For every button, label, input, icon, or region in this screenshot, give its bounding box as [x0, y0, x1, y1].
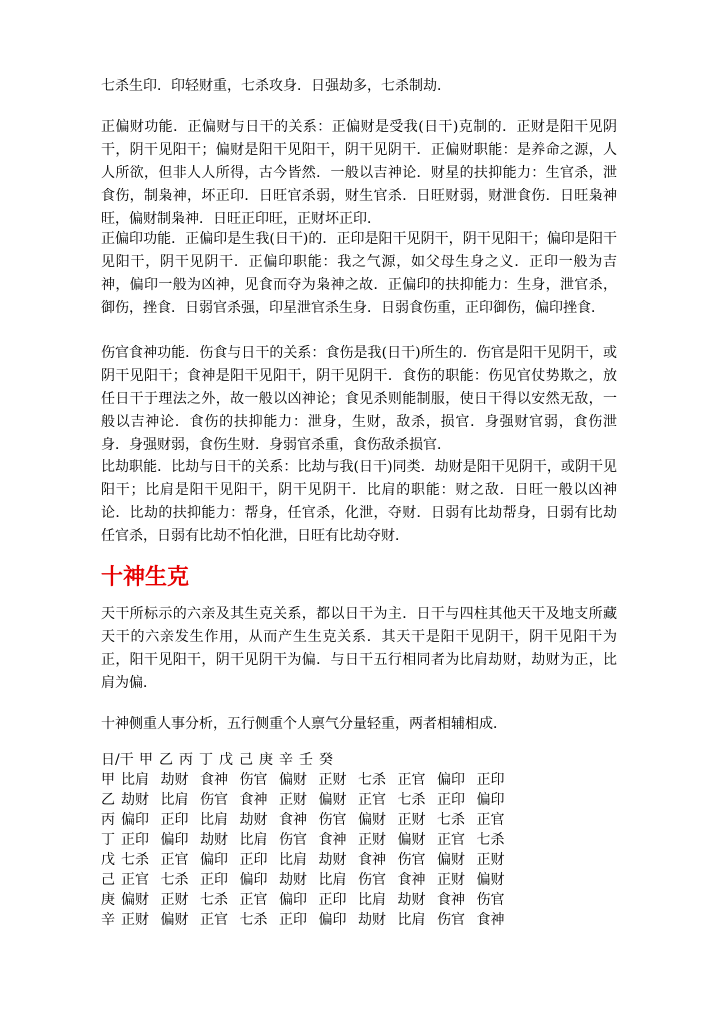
table-cell: 正印 — [476, 772, 505, 788]
table-cell: 食神 — [200, 772, 228, 788]
row-stem-cell: 乙 — [101, 792, 115, 808]
header-cell: 庚 — [259, 752, 273, 768]
paragraph-shishen-ceshong: 十神侧重人事分析，五行侧重个人禀气分量轻重，两者相辅相成． — [101, 716, 507, 732]
table-cell: 伤官 — [358, 872, 386, 888]
table-cell: 食神 — [358, 852, 386, 868]
table-cell: 正财 — [397, 812, 426, 828]
table-cell: 七杀 — [200, 892, 228, 908]
paragraph-zhengpiancai: 正偏财功能．正偏财与日干的关系：正偏财是受我(日干)克制的．正财是阳干见阴干，阴干见阳干；偏财是阳干见阳干，阴干见阴干．正偏财职能：是养命之源，人人所欲，但非人人所得，古今皆然．一般以吉神论．财星的扶抑能力：生官杀，泄食伤，制枭神，坏正印．日旺官杀弱，财生官杀．日旺财弱，财泄食伤．日旺枭神旺，偏财制枭神．日旺正印旺，正财坏正印． — [101, 119, 617, 227]
paragraph-bijie: 比劫职能．比劫与日干的关系：比劫与我(日干)同类．劫财是阳干见阴干，或阴干见阳干；比肩是阳干见阳干，阴干见阴干．比肩的职能：财之敌．日旺一般以凶神论．比劫的扶抑能力：帮身，任官杀，化泄，夺财．日弱有比劫帮身，日弱有比劫任官杀，日弱有比劫不怕化泄，日旺有比劫夺财． — [101, 459, 617, 544]
table-row — [101, 910, 516, 930]
table-cell: 劫财 — [397, 892, 426, 908]
table-row — [101, 770, 516, 790]
table-cell: 比肩 — [318, 872, 347, 888]
table-cell: 正印 — [279, 912, 307, 928]
paragraph-liuqin: 天干所标示的六亲及其生克关系，都以日干为主．日干与四柱其他天干及地支所藏天干的六亲发生作用，从而产生生克关系．其天干是阳干见阴干，阴干见阳干为正，阳干见阳干，阴干见阴干为偏．与日干五行相同者为比肩劫财，劫财为正，比肩为偏． — [101, 606, 617, 691]
table-cell: 正官 — [437, 832, 465, 848]
table-row — [101, 890, 516, 910]
table-cell: 正印 — [121, 832, 149, 848]
row-stem-cell: 丙 — [101, 812, 115, 828]
table-cell: 比肩 — [160, 792, 189, 808]
header-cell: 乙 — [159, 752, 173, 768]
table-cell: 正财 — [279, 792, 307, 808]
table-cell: 伤官 — [437, 912, 465, 928]
row-stem-cell: 庚 — [101, 892, 115, 908]
table-cell: 正官 — [476, 812, 505, 828]
table-cell: 正印 — [239, 852, 268, 868]
row-stem-cell: 丁 — [101, 832, 115, 848]
table-cell: 七杀 — [121, 852, 149, 868]
table-cell: 偏财 — [476, 872, 505, 888]
table-cell: 食神 — [239, 792, 268, 808]
table-cell: 正印 — [437, 792, 465, 808]
table-cell: 伤官 — [318, 812, 347, 828]
table-cell: 劫财 — [318, 852, 347, 868]
table-cell: 正官 — [358, 792, 386, 808]
table-row — [101, 870, 516, 890]
row-stem-cell: 戊 — [101, 852, 115, 868]
section-heading: 十神生克 — [101, 565, 190, 590]
table-cell: 伤官 — [239, 772, 268, 788]
table-cell: 七杀 — [437, 812, 465, 828]
paragraph-shangguan-shishen: 伤官食神功能．伤食与日干的关系：食伤是我(日干)所生的．伤官是阳干见阴干，或阴干见阳干；食神是阳干见阳干，阴干见阴干．食伤的职能：伤见官仗势欺之，放任日干于理法之外，故一般以凶神论；食见杀则能制服，使日干得以安然无敌，一般以吉神论．食伤的扶抑能力：泄身，生财，敌杀，损官．身强财官弱，食伤泄身．身强财弱，食伤生财．身弱官杀重，食伤敌杀损官． — [101, 345, 617, 453]
table-row — [101, 850, 516, 870]
table-cell: 食神 — [279, 812, 307, 828]
table-cell: 正官 — [200, 912, 228, 928]
row-stem-cell: 辛 — [101, 912, 115, 928]
table-cell: 正财 — [437, 872, 465, 888]
table-cell: 比肩 — [200, 812, 228, 828]
table-cell: 劫财 — [121, 792, 149, 808]
table-cell: 伤官 — [476, 892, 505, 908]
table-row — [101, 810, 516, 830]
table-cell: 伤官 — [279, 832, 307, 848]
table-cell: 正官 — [239, 892, 268, 908]
table-cell: 七杀 — [476, 832, 505, 848]
table-cell: 食神 — [476, 912, 505, 928]
table-cell: 比肩 — [397, 912, 426, 928]
table-cell: 比肩 — [239, 832, 268, 848]
table-cell: 偏印 — [121, 812, 149, 828]
table-cell: 伤官 — [200, 792, 228, 808]
table-cell: 正官 — [121, 872, 149, 888]
header-cell: 丙 — [179, 752, 193, 768]
table-header-row — [101, 750, 516, 770]
table-cell: 偏印 — [318, 912, 347, 928]
header-cell: 壬 — [299, 752, 313, 768]
table-cell: 食神 — [437, 892, 465, 908]
table-cell: 偏印 — [476, 792, 505, 808]
table-cell: 正印 — [160, 812, 189, 828]
table-cell: 偏印 — [160, 832, 189, 848]
table-cell: 正官 — [160, 852, 189, 868]
paragraph-zhengpianyin: 正偏印功能．正偏印是生我(日干)的．正印是阳干见阴干，阴干见阳干；偏印是阳干见阳干，阴干见阴干．正偏印职能：我之气源，如父母生身之义．正印一般为吉神，偏印一般为凶神，见食而夺为枭神之故．正偏印的扶抑能力：生身，泄官杀，御伤，挫食．日弱官杀强，印星泄官杀生身．日弱食伤重，正印御伤，偏印挫食． — [101, 231, 617, 316]
row-stem-cell: 己 — [101, 872, 115, 888]
table-cell: 七杀 — [397, 792, 426, 808]
row-stem-cell: 甲 — [101, 772, 115, 788]
table-cell: 劫财 — [200, 832, 228, 848]
table-cell: 偏印 — [200, 852, 228, 868]
table-cell: 伤官 — [397, 852, 426, 868]
table-row — [101, 830, 516, 850]
table-cell: 偏财 — [318, 792, 347, 808]
table-cell: 偏财 — [121, 892, 149, 908]
table-cell: 正财 — [160, 892, 189, 908]
table-cell: 偏财 — [160, 912, 189, 928]
table-row — [101, 790, 516, 810]
table-cell: 偏财 — [358, 812, 386, 828]
table-cell: 食神 — [397, 872, 426, 888]
header-cell: 日/干 — [101, 752, 134, 768]
table-cell: 正财 — [121, 912, 149, 928]
table-cell: 正财 — [358, 832, 386, 848]
table-body — [101, 770, 516, 930]
table-cell: 比肩 — [358, 892, 386, 908]
table-cell: 偏财 — [437, 852, 465, 868]
header-cell: 甲 — [139, 752, 153, 768]
table-cell: 偏印 — [239, 872, 268, 888]
table-cell: 七杀 — [358, 772, 386, 788]
paragraph-qisha-shengyin: 七杀生印．印轻财重，七杀攻身．日强劫多，七杀制劫． — [101, 78, 451, 94]
table-cell: 偏财 — [397, 832, 426, 848]
ten-gods-table — [101, 750, 516, 930]
table-cell: 比肩 — [121, 772, 149, 788]
table-cell: 劫财 — [358, 912, 386, 928]
header-cell: 己 — [239, 752, 253, 768]
table-cell: 劫财 — [279, 872, 307, 888]
table-cell: 偏印 — [437, 772, 465, 788]
table-cell: 偏财 — [279, 772, 307, 788]
table-cell: 食神 — [318, 832, 347, 848]
table-cell: 七杀 — [160, 872, 189, 888]
table-cell: 劫财 — [239, 812, 268, 828]
table-cell: 劫财 — [160, 772, 189, 788]
table-cell: 七杀 — [239, 912, 268, 928]
table-cell: 正财 — [476, 852, 505, 868]
table-cell: 比肩 — [279, 852, 307, 868]
header-cell: 癸 — [319, 752, 333, 768]
header-cell: 丁 — [199, 752, 213, 768]
table-cell: 正印 — [318, 892, 347, 908]
table-cell: 正财 — [318, 772, 347, 788]
table-cell: 偏印 — [279, 892, 307, 908]
table-cell: 正官 — [397, 772, 426, 788]
table-cell: 正印 — [200, 872, 228, 888]
header-cell: 戊 — [219, 752, 233, 768]
header-cell: 辛 — [279, 752, 293, 768]
